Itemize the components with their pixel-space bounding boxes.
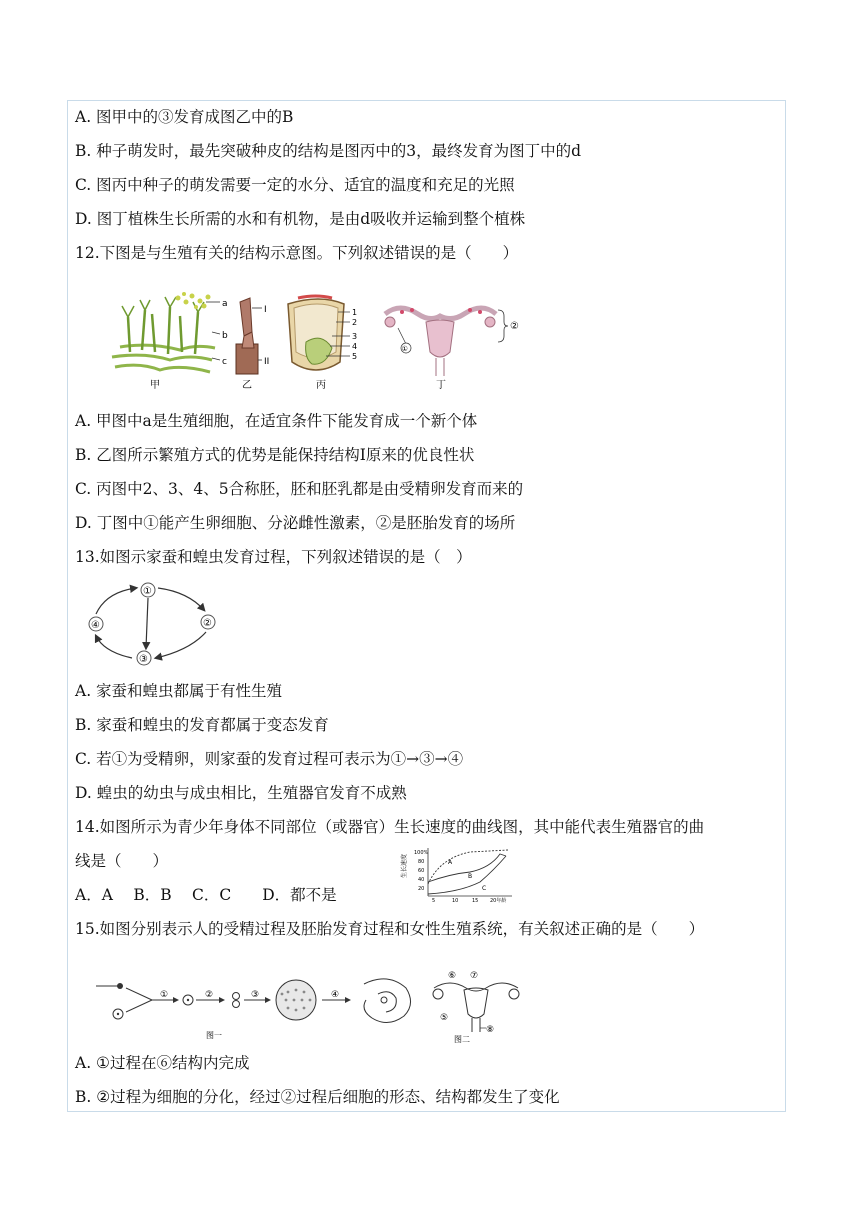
mold-illustration [112,297,215,372]
label-5: 5 [352,352,358,361]
q15-option-b: B. ②过程为细胞的分化，经过②过程后细胞的形态、结构都发生了变化 [75,1088,560,1106]
q11-option-b: B. 种子萌发时，最先突破种皮的结构是图丙中的3，最终发育为图丁中的d [75,142,582,160]
label-yi: 乙 [242,380,252,391]
ytick-60: 60 [418,868,425,874]
ytick-80: 80 [418,859,425,865]
step-label-3: ③ [251,990,260,1000]
q12-option-d: D. 丁图中①能产生卵细胞、分泌雌性激素，②是胚胎发育的场所 [75,514,516,532]
q15-stem: 15.如图分别表示人的受精过程及胚胎发育过程和女性生殖系统，有关叙述正确的是（ ） [75,920,705,938]
label-1: 1 [352,308,358,317]
label-b: b [222,331,228,341]
step-label-1: ① [160,990,169,1000]
fig2-label: 图二 [454,1035,470,1044]
q12-figure [100,292,530,392]
q14-stem-line1: 14.如图所示为青少年身体不同部位（或器官）生长速度的曲线图，其中能代表生殖器官的曲 [75,818,705,836]
cycle-label-1: ① [143,586,152,597]
q14-growth-chart [400,844,520,904]
label-2: 2 [352,318,358,327]
label-II: II [264,357,270,367]
female-reproductive-illustration [385,308,496,376]
label-bing: 丙 [316,380,326,391]
cycle-label-4: ④ [91,620,100,631]
label-a: a [222,299,228,309]
q14-options: A．A B．B C．C D．都不是 [75,886,337,904]
curve-B [428,854,506,882]
q13-stem: 13.如图示家蚕和蝗虫发育过程，下列叙述错误的是（ ） [75,548,472,566]
label-I: I [264,305,267,315]
curve-C [428,856,506,894]
ytick-20: 20 [418,886,425,892]
q13-option-d: D. 蝗虫的幼虫与成虫相比，生殖器官发育不成熟 [75,784,407,802]
ytick-40: 40 [418,877,425,883]
q14-stem-line2: 线是（ ） [75,852,169,870]
series-label-A: A [448,859,453,866]
label-4: 4 [352,342,358,351]
label-c: c [222,357,227,367]
label-circle-1: ① [401,345,408,353]
label-3: 3 [352,332,358,341]
q13-cycle-figure [84,580,224,670]
q12-option-c: C. 丙图中2、3、4、5合称胚，胚和胚乳都是由受精卵发育而来的 [75,480,524,498]
series-label-C: C [482,885,487,892]
cycle-label-3: ③ [139,654,148,665]
q13-option-a: A. 家蚕和蝗虫都属于有性生殖 [75,682,283,700]
q12-option-b: B. 乙图所示繁殖方式的优势是能保持结构I原来的优良性状 [75,446,475,464]
q13-option-b: B. 家蚕和蝗虫的发育都属于变态发育 [75,716,329,734]
q12-option-a: A. 甲图中a是生殖细胞，在适宜条件下能发育成一个新个体 [75,412,478,430]
label-circle-2: ② [510,321,519,332]
xtick-20: 20年龄 [490,898,507,904]
q11-option-d: D. 图丁植株生长所需的水和有机物，是由d吸收并运输到整个植株 [75,210,526,228]
step-label-2: ② [205,990,214,1000]
label-jia: 甲 [150,380,160,391]
ytick-100: 100% [414,850,429,856]
chart-ylabel: 生长速度 [401,853,408,878]
corn-seed-illustration [288,296,344,370]
fig2-label-5: ⑤ [440,1013,449,1023]
q13-option-c: C. 若①为受精卵，则家蚕的发育过程可表示为①→③→④ [75,750,464,768]
fig2-label-6: ⑥ [448,971,457,981]
q12-stem: 12.下图是与生殖有关的结构示意图。下列叙述错误的是（ ） [75,244,519,262]
xtick-15: 15 [472,898,479,904]
series-label-B: B [468,873,473,880]
xtick-5: 5 [432,898,436,904]
q15-figure [88,964,538,1044]
q15-option-a: A. ①过程在⑥结构内完成 [75,1054,250,1072]
label-ding: 丁 [436,380,446,391]
xtick-10: 10 [452,898,459,904]
grafting-illustration [236,298,258,374]
fig1-label: 图一 [206,1031,222,1040]
cycle-label-2: ② [203,618,212,629]
step-label-4: ④ [331,990,340,1000]
fig2-label-8: ⑧ [486,1025,495,1035]
q11-option-c: C. 图丙中种子的萌发需要一定的水分、适宜的温度和充足的光照 [75,176,515,194]
q11-option-a: A. 图甲中的③发育成图乙中的B [75,108,294,126]
fig2-label-7: ⑦ [470,971,479,981]
